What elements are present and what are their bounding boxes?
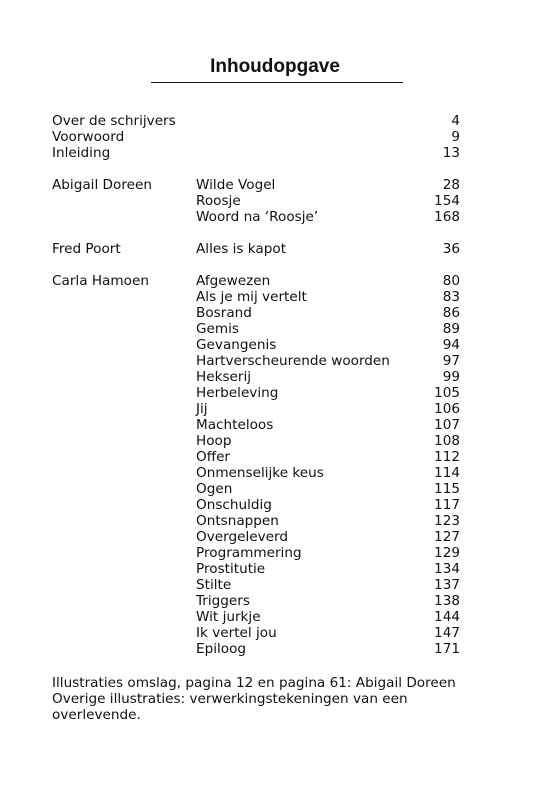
toc-row [52,209,460,225]
work-title: Ontsnappen [196,513,279,529]
section-spacer [52,161,460,177]
toc-row [52,433,460,449]
page-number: 137 [434,577,460,593]
toc-row [52,561,460,577]
page-number: 117 [434,497,460,513]
author-name: Carla Hamoen [52,273,149,289]
page-number: 106 [434,401,460,417]
page-number: 97 [442,353,460,369]
page-number: 86 [442,305,460,321]
page-number: 129 [434,545,460,561]
toc-row [52,577,460,593]
toc-row [52,513,460,529]
work-title: Gevangenis [196,337,277,353]
toc-row [52,593,460,609]
author-name: Fred Poort [52,241,121,257]
page-number: 114 [434,465,460,481]
work-title: Programmering [196,545,302,561]
toc-row [52,417,460,433]
work-title: Stilte [196,577,232,593]
work-title: Ogen [196,481,233,497]
page-number: 147 [434,625,460,641]
work-title: Machteloos [196,417,274,433]
work-title: Bosrand [196,305,252,321]
page-number: 154 [434,193,460,209]
page-number: 28 [442,177,460,193]
page-number: 134 [434,561,460,577]
toc-row [52,609,460,625]
toc-row [52,481,460,497]
work-title: Overgeleverd [196,529,288,545]
page-number: 13 [442,145,460,161]
toc-row [52,369,460,385]
toc-row [52,465,460,481]
page-number: 123 [434,513,460,529]
work-title: Epiloog [196,641,247,657]
toc-row [52,545,460,561]
section-spacer [52,225,460,241]
work-title: Jij [196,401,208,417]
page-number: 112 [434,449,460,465]
toc-row [52,321,460,337]
work-title: Onschuldig [196,497,272,513]
work-title: Wilde Vogel [196,177,276,193]
work-title: Als je mij vertelt [196,289,307,305]
work-title: Alles is kapot [196,241,287,257]
credit-line: Overige illustraties: verwerkingstekeningen van een [52,691,408,707]
page-number: 83 [442,289,460,305]
work-title: Ik vertel jou [196,625,277,641]
work-title: Hoop [196,433,232,449]
work-title: Herbeleving [196,385,279,401]
toc-row [52,337,460,353]
page-number: 107 [434,417,460,433]
page-number: 4 [451,113,460,129]
front-matter-title: Voorwoord [52,129,125,145]
toc-row [52,641,460,657]
toc-row [52,273,460,289]
toc-row [52,289,460,305]
author-name: Abigail Doreen [52,177,152,193]
title-underline [151,82,403,83]
work-title: Triggers [196,593,250,609]
credit-line: overlevende. [52,707,141,723]
page-title: Inhoudopgave [210,56,340,77]
toc-row [52,145,460,161]
toc-row [52,625,460,641]
credit-line: Illustraties omslag, pagina 12 en pagina 61: Abigail Doreen [52,675,456,691]
page-number: 94 [442,337,460,353]
page-number: 89 [442,321,460,337]
page-number: 127 [434,529,460,545]
front-matter-title: Over de schrijvers [52,113,176,129]
toc-row [52,497,460,513]
section-spacer [52,257,460,273]
toc-row [52,129,460,145]
work-title: Offer [196,449,231,465]
toc-row [52,385,460,401]
toc-row [52,177,460,193]
page-number: 171 [434,641,460,657]
work-title: Prostitutie [196,561,266,577]
work-title: Roosje [196,193,241,209]
toc-row [52,193,460,209]
page-number: 108 [434,433,460,449]
front-matter-title: Inleiding [52,145,111,161]
toc-row [52,241,460,257]
page-number: 138 [434,593,460,609]
toc-row [52,353,460,369]
work-title: Hartverscheurende woorden [196,353,390,369]
work-title: Afgewezen [196,273,271,289]
toc-row [52,401,460,417]
work-title: Woord na ‘Roosje’ [196,209,319,225]
work-title: Wit jurkje [196,609,261,625]
page-number: 115 [434,481,460,497]
table-of-contents [52,113,460,657]
page-number: 80 [442,273,460,289]
page-number: 9 [451,129,460,145]
page-number: 99 [442,369,460,385]
page-number: 168 [434,209,460,225]
toc-row [52,113,460,129]
page-number: 105 [434,385,460,401]
page-number: 144 [434,609,460,625]
page-number: 36 [442,241,460,257]
toc-row [52,529,460,545]
illustration-credits [52,675,472,723]
work-title: Gemis [196,321,239,337]
toc-row [52,449,460,465]
work-title: Hekserij [196,369,252,385]
work-title: Onmenselijke keus [196,465,324,481]
toc-row [52,305,460,321]
